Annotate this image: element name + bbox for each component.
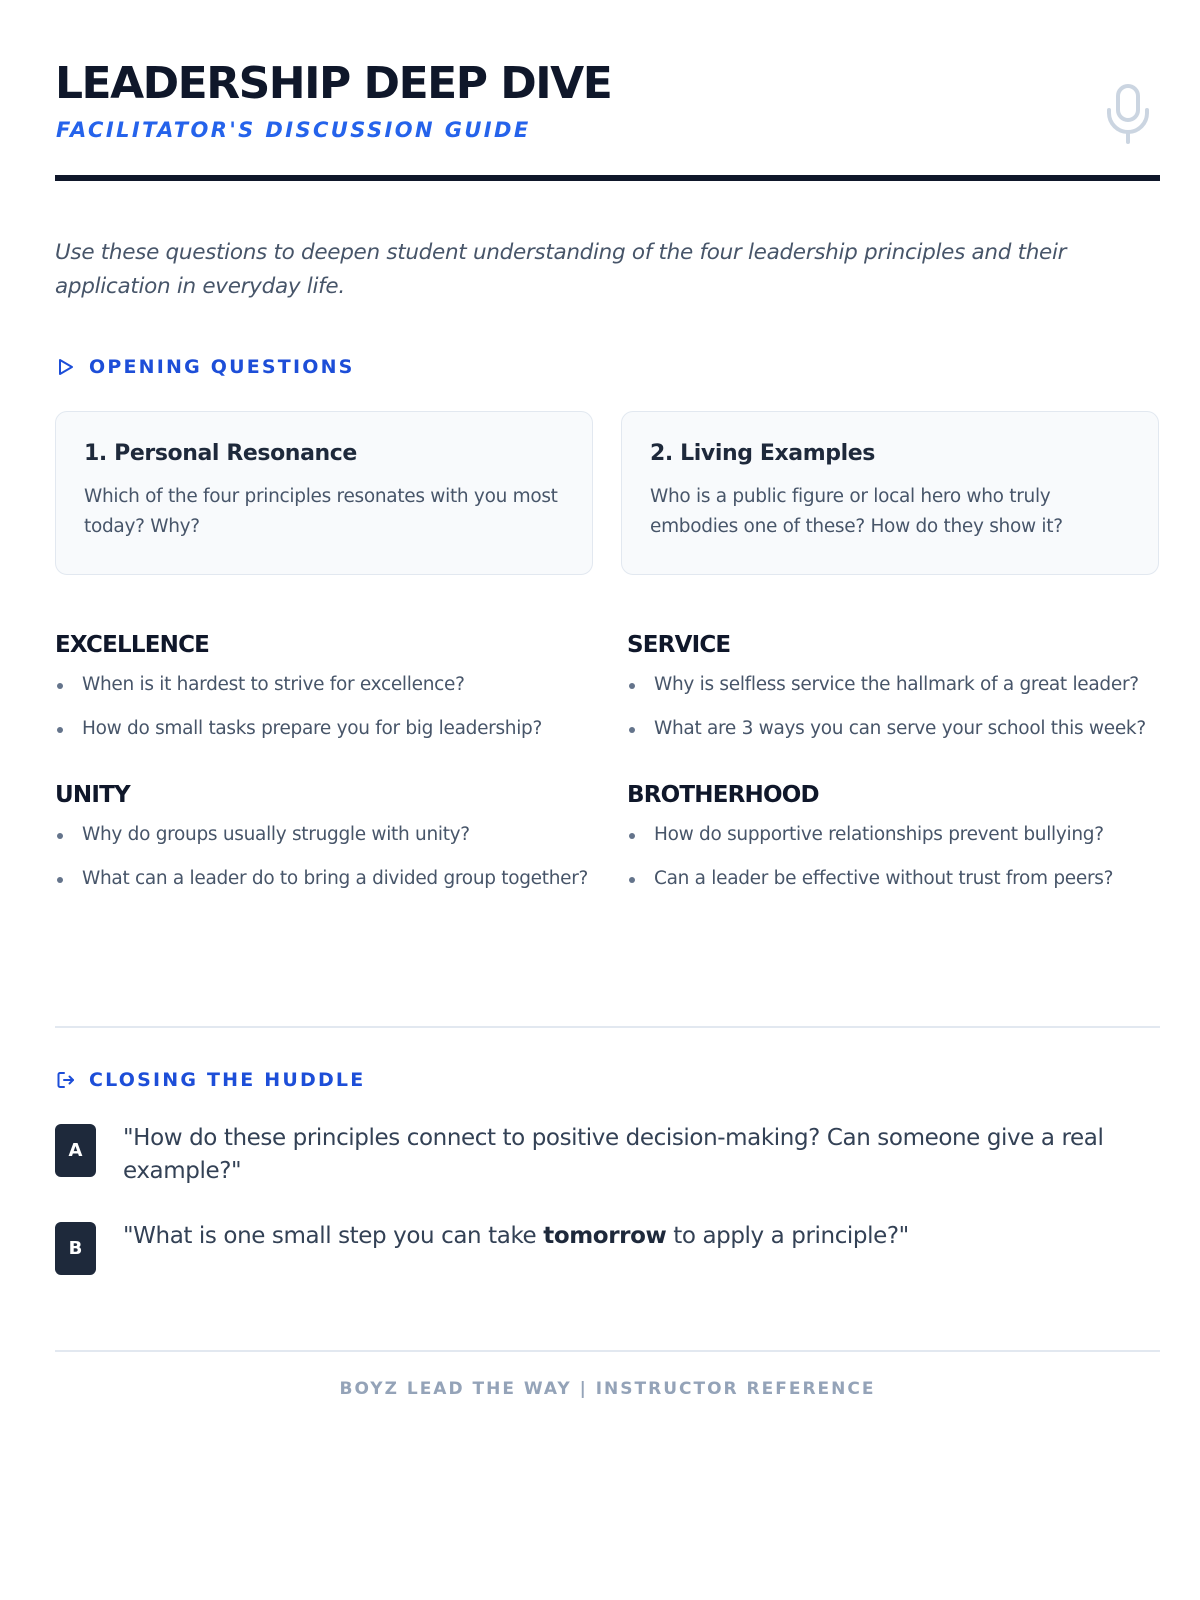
principle-name: SERVICE — [627, 632, 731, 658]
list-item: Why do groups usually struggle with unity? — [55, 820, 595, 850]
list-item: When is it hardest to strive for excellence? — [55, 670, 595, 700]
principle-excellence — [55, 628, 595, 744]
principle-brotherhood — [627, 778, 1160, 894]
question-card — [621, 411, 1159, 575]
list-item: What can a leader do to bring a divided group together? — [55, 864, 595, 894]
play-outline-icon — [55, 356, 77, 378]
list-item: How do small tasks prepare you for big leadership? — [55, 714, 595, 744]
item-badge: A — [55, 1124, 96, 1177]
question-list — [55, 820, 595, 894]
closing-item — [55, 1122, 1160, 1188]
microphone-icon — [1104, 82, 1152, 146]
question-text-start: "What is one small step you can take — [123, 1223, 544, 1249]
principle-name: UNITY — [55, 782, 130, 808]
principles-right-column — [627, 628, 1160, 928]
question-list — [55, 670, 595, 744]
list-item: Why is selfless service the hallmark of a great leader? — [627, 670, 1160, 700]
opening-questions-heading — [55, 356, 355, 378]
header-rule — [55, 175, 1160, 181]
closing-item — [55, 1220, 1160, 1276]
section-label: OPENING QUESTIONS — [89, 356, 355, 378]
question-list — [627, 820, 1160, 894]
list-item: Can a leader be effective without trust from peers? — [627, 864, 1160, 894]
principle-name: BROTHERHOOD — [627, 782, 819, 808]
principle-name: EXCELLENCE — [55, 632, 210, 658]
card-text: Which of the four principles resonates with you most today? Why? — [84, 486, 558, 537]
closing-questions — [55, 1122, 1160, 1308]
discussion-guide-page — [55, 0, 1160, 1600]
closing-question-text — [123, 1220, 1160, 1253]
item-badge: B — [55, 1222, 96, 1275]
footer-divider — [55, 1350, 1160, 1352]
list-item: What are 3 ways you can serve your school this week? — [627, 714, 1160, 744]
question-text-end: to apply a principle?" — [666, 1223, 909, 1249]
principles-left-column — [55, 628, 595, 928]
question-card — [55, 411, 593, 575]
page-header — [55, 56, 1160, 182]
question-list — [627, 670, 1160, 744]
principle-unity — [55, 778, 595, 894]
list-item: How do supportive relationships prevent bullying? — [627, 820, 1160, 850]
section-label: CLOSING THE HUDDLE — [89, 1069, 366, 1091]
card-title: 1. Personal Resonance — [84, 441, 357, 466]
page-subtitle: FACILITATOR'S DISCUSSION GUIDE — [56, 118, 531, 142]
page-title: LEADERSHIP DEEP DIVE — [55, 58, 612, 109]
card-title: 2. Living Examples — [650, 441, 875, 466]
emphasis-text: tomorrow — [543, 1223, 667, 1249]
exit-icon — [55, 1069, 77, 1091]
opening-cards — [55, 411, 1160, 575]
closing-question-text: "How do these principles connect to positive decision-making? Can someone give a real example?" — [123, 1125, 1104, 1184]
closing-huddle-heading — [55, 1069, 365, 1091]
card-text: Who is a public figure or local hero who truly embodies one of these? How do they show it? — [650, 486, 1063, 537]
footer-text: BOYZ LEAD THE WAY | INSTRUCTOR REFERENCE — [339, 1379, 876, 1399]
intro-text: Use these questions to deepen student understanding of the four leadership principles and their application in everyday life. — [55, 240, 1067, 299]
principle-service — [627, 628, 1160, 744]
section-divider — [55, 1026, 1160, 1028]
